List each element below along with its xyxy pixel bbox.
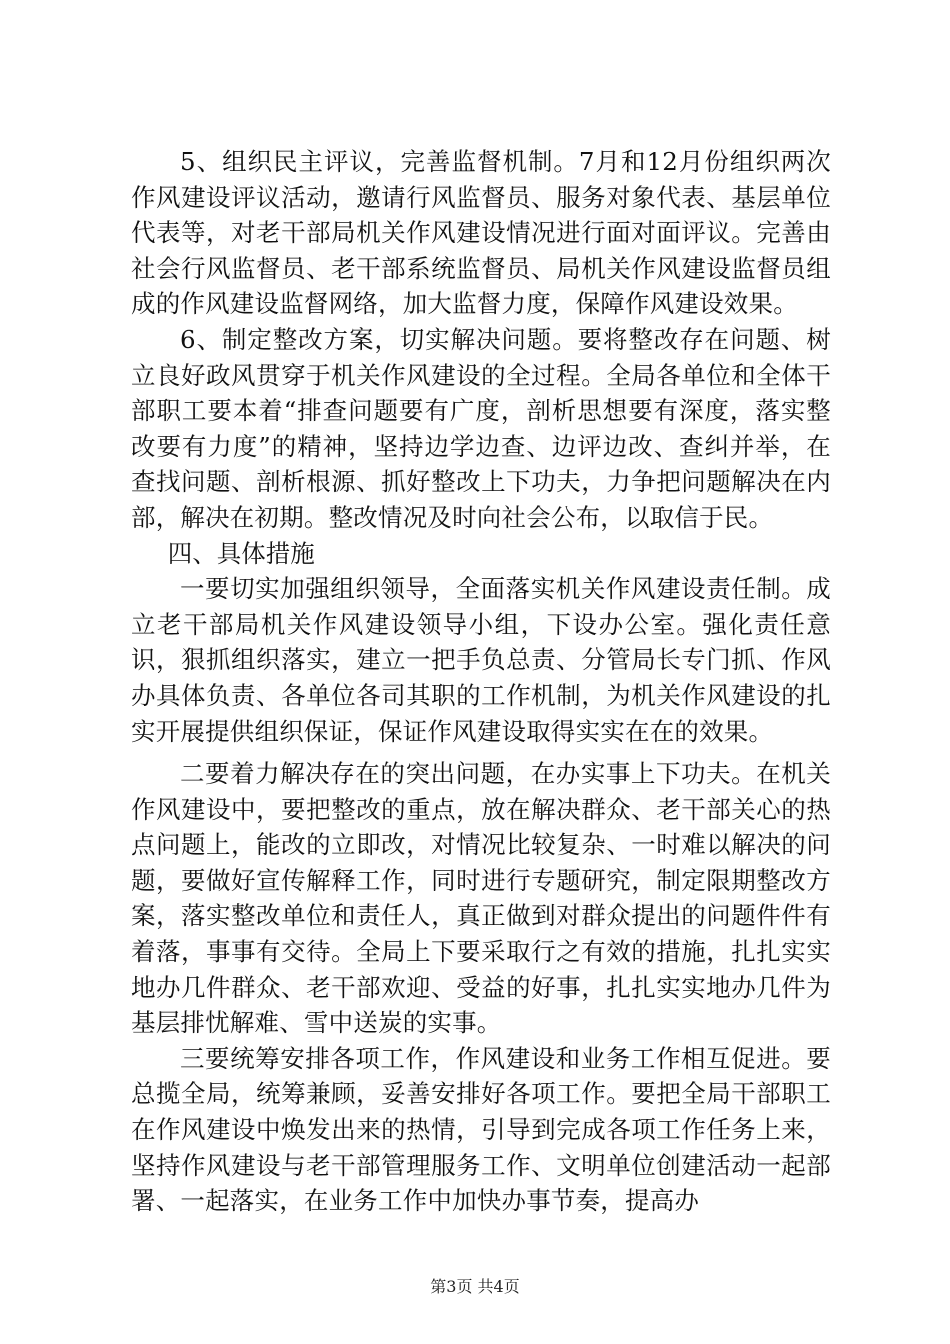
section-heading-specific-measures: 四、具体措施 <box>167 538 315 568</box>
page-footer: 第3页 共4页 <box>430 1277 520 1296</box>
paragraph-gap <box>131 749 831 756</box>
paragraph-5-democratic-review: 5、组织民主评议，完善监督机制。7月和12月份组织两次作风建设评议活动，邀请行风监督员、服务对象代表、基层单位代表等，对老干部局机关作风建设情况进行面对面评议。完善由社会行风监督员、老干部系统监督员、局机关作风建设监督员组成的作风建设监督网络，加大监督力度，保障作风建设效果。 <box>131 147 831 319</box>
paragraph-6-rectification-plan: 6、制定整改方案，切实解决问题。要将整改存在问题、树立良好政风贯穿于机关作风建设的全过程。全局各单位和全体干部职工要本着“排查问题要有广度，剖析思想要有深度，落实整改要有力度”的精神，坚持边学边查、边评边改、查纠并举，在查找问题、剖析根源、抓好整改上下功夫，力争把问题解决在内部，解决在初期。整改情况及时向社会公布，以取信于民。 <box>131 324 831 532</box>
paragraph-measure-one: 一要切实加强组织领导，全面落实机关作风建设责任制。成立老干部局机关作风建设领导小组，下设办公室。强化责任意识，狠抓组织落实，建立一把手负总责、分管局长专门抓、作风办具体负责、各单位各司其职的工作机制，为机关作风建设的扎实开展提供组织保证，保证作风建设取得实实在在的效果。 <box>131 574 831 746</box>
paragraph-measure-three: 三要统筹安排各项工作，作风建设和业务工作相互促进。要总揽全局，统筹兼顾，妥善安排好各项工作。要把全局干部职工在作风建设中焕发出来的热情，引导到完成各项工作任务上来，坚持作风建设与老干部管理服务工作、文明单位创建活动一起部署、一起落实，在业务工作中加快办事节奏，提高办 <box>131 1043 831 1216</box>
document-body <box>131 144 831 1219</box>
paragraph-measure-two: 二要着力解决存在的突出问题，在办实事上下功夫。在机关作风建设中，要把整改的重点，放在解决群众、老干部关心的热点问题上，能改的立即改，对情况比较复杂、一时难以解决的问题，要做好宣传解释工作，同时进行专题研究，制定限期整改方案，落实整改单位和责任人，真正做到对群众提出的问题件件有着落，事事有交待。全局上下要采取行之有效的措施，扎扎实实地办几件群众、老干部欢迎、受益的好事，扎扎实实地办几件为基层排忧解难、雪中送炭的实事。 <box>131 759 831 1038</box>
